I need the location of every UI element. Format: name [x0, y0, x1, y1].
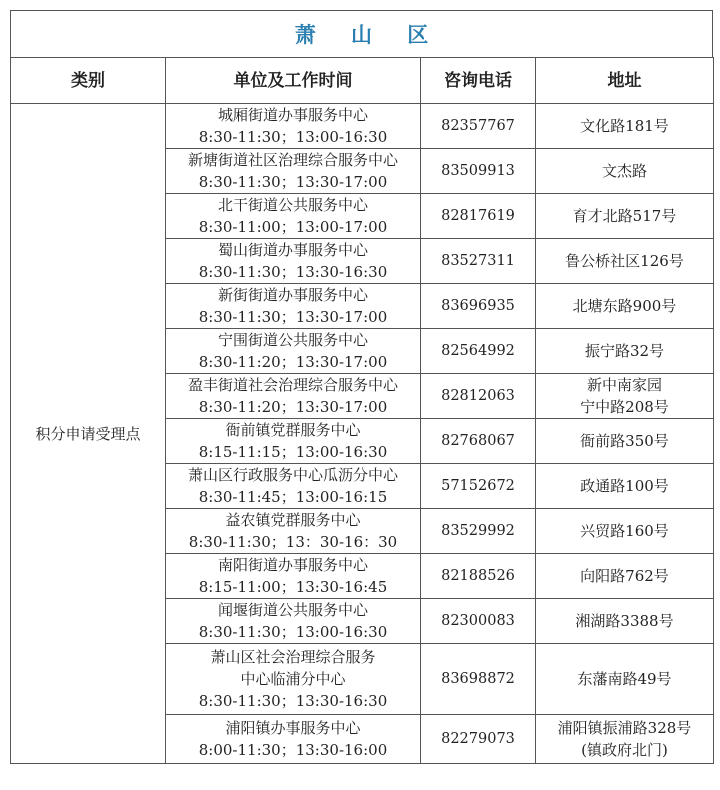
address-line: 浦阳镇振浦路328号 — [557, 719, 692, 737]
unit-name: 宁围街道公共服务中心 — [217, 331, 368, 349]
unit-cell — [166, 554, 421, 599]
unit-hours: 8:30-11:30；13:30-16:30 — [198, 263, 388, 281]
address-cell: 东藩南路49号 — [536, 644, 714, 715]
unit-cell — [166, 329, 421, 374]
unit-hours: 8:30-11:00；13:00-17:00 — [198, 218, 388, 236]
phone-cell: 83698872 — [421, 644, 536, 715]
address-cell: 文杰路 — [536, 149, 714, 194]
unit-cell — [166, 149, 421, 194]
address-cell: 向阳路762号 — [536, 554, 714, 599]
phone-cell: 83509913 — [421, 149, 536, 194]
phone-cell: 83529992 — [421, 509, 536, 554]
unit-name: 城厢街道办事服务中心 — [217, 106, 368, 124]
category-cell: 积分申请受理点 — [11, 104, 166, 764]
unit-hours: 8:30-11:30；13:30-17:00 — [198, 308, 388, 326]
phone-cell: 82188526 — [421, 554, 536, 599]
table-row — [11, 104, 714, 149]
phone-cell: 82564992 — [421, 329, 536, 374]
service-center-table — [10, 57, 714, 764]
phone-cell: 82812063 — [421, 374, 536, 419]
unit-hours: 8:30-11:30；13:30-16:30 — [198, 692, 388, 710]
unit-hours: 8:00-11:30；13:30-16:00 — [198, 741, 388, 759]
district-table-sheet — [10, 10, 713, 764]
address-cell: 北塘东路900号 — [536, 284, 714, 329]
address-line: 宁中路208号 — [580, 398, 669, 416]
unit-cell — [166, 464, 421, 509]
unit-cell — [166, 644, 421, 715]
unit-hours: 8:30-11:30；13：30-16：30 — [188, 533, 398, 551]
phone-cell: 82768067 — [421, 419, 536, 464]
unit-name: 蜀山街道办事服务中心 — [217, 241, 368, 259]
address-cell: 湘湖路3388号 — [536, 599, 714, 644]
unit-cell — [166, 374, 421, 419]
unit-hours: 8:30-11:30；13:00-16:30 — [198, 623, 388, 641]
unit-hours: 8:15-11:00；13:30-16:45 — [198, 578, 388, 596]
unit-name: 新塘街道社区治理综合服务中心 — [187, 151, 398, 169]
unit-name-cont: 中心临浦分中心 — [240, 670, 346, 688]
unit-cell — [166, 194, 421, 239]
address-cell: 文化路181号 — [536, 104, 714, 149]
unit-cell — [166, 239, 421, 284]
unit-name: 浦阳镇办事服务中心 — [225, 719, 361, 737]
header-row — [11, 58, 714, 104]
unit-cell — [166, 715, 421, 764]
unit-cell — [166, 509, 421, 554]
unit-name: 闻堰街道公共服务中心 — [217, 601, 368, 619]
unit-name: 南阳街道办事服务中心 — [217, 556, 368, 574]
unit-hours: 8:30-11:30；13:00-16:30 — [198, 128, 388, 146]
unit-hours: 8:30-11:20；13:30-17:00 — [198, 398, 388, 416]
unit-hours: 8:30-11:20；13:30-17:00 — [198, 353, 388, 371]
unit-hours: 8:30-11:30；13:30-17:00 — [198, 173, 388, 191]
address-cell: 衙前路350号 — [536, 419, 714, 464]
address-cell: 鲁公桥社区126号 — [536, 239, 714, 284]
address-cell: 育才北路517号 — [536, 194, 714, 239]
phone-cell: 83527311 — [421, 239, 536, 284]
unit-hours: 8:30-11:45；13:00-16:15 — [198, 488, 388, 506]
title-row — [10, 10, 713, 57]
phone-cell: 82279073 — [421, 715, 536, 764]
address-line: 新中南家园 — [586, 376, 662, 394]
address-cell — [536, 715, 714, 764]
unit-name: 衙前镇党群服务中心 — [225, 421, 361, 439]
unit-name: 北干街道公共服务中心 — [217, 196, 368, 214]
unit-name: 盈丰街道社会治理综合服务中心 — [187, 376, 398, 394]
phone-cell: 83696935 — [421, 284, 536, 329]
unit-hours: 8:15-11:15；13:00-16:30 — [198, 443, 388, 461]
unit-name: 益农镇党群服务中心 — [225, 511, 361, 529]
address-cell: 振宁路32号 — [536, 329, 714, 374]
address-cell — [536, 374, 714, 419]
unit-cell — [166, 284, 421, 329]
address-line: (镇政府北门) — [581, 741, 668, 759]
header-category: 类别 — [11, 58, 166, 104]
header-address: 地址 — [536, 58, 714, 104]
phone-cell: 82817619 — [421, 194, 536, 239]
unit-cell — [166, 104, 421, 149]
phone-cell: 57152672 — [421, 464, 536, 509]
address-cell: 政通路100号 — [536, 464, 714, 509]
district-title: 萧 山 区 — [294, 23, 443, 47]
header-unit: 单位及工作时间 — [166, 58, 421, 104]
unit-cell — [166, 599, 421, 644]
unit-name: 萧山区行政服务中心瓜沥分中心 — [187, 466, 398, 484]
phone-cell: 82300083 — [421, 599, 536, 644]
header-phone: 咨询电话 — [421, 58, 536, 104]
unit-name: 萧山区社会治理综合服务 — [210, 648, 376, 666]
address-cell: 兴贸路160号 — [536, 509, 714, 554]
unit-cell — [166, 419, 421, 464]
unit-name: 新街街道办事服务中心 — [217, 286, 368, 304]
phone-cell: 82357767 — [421, 104, 536, 149]
